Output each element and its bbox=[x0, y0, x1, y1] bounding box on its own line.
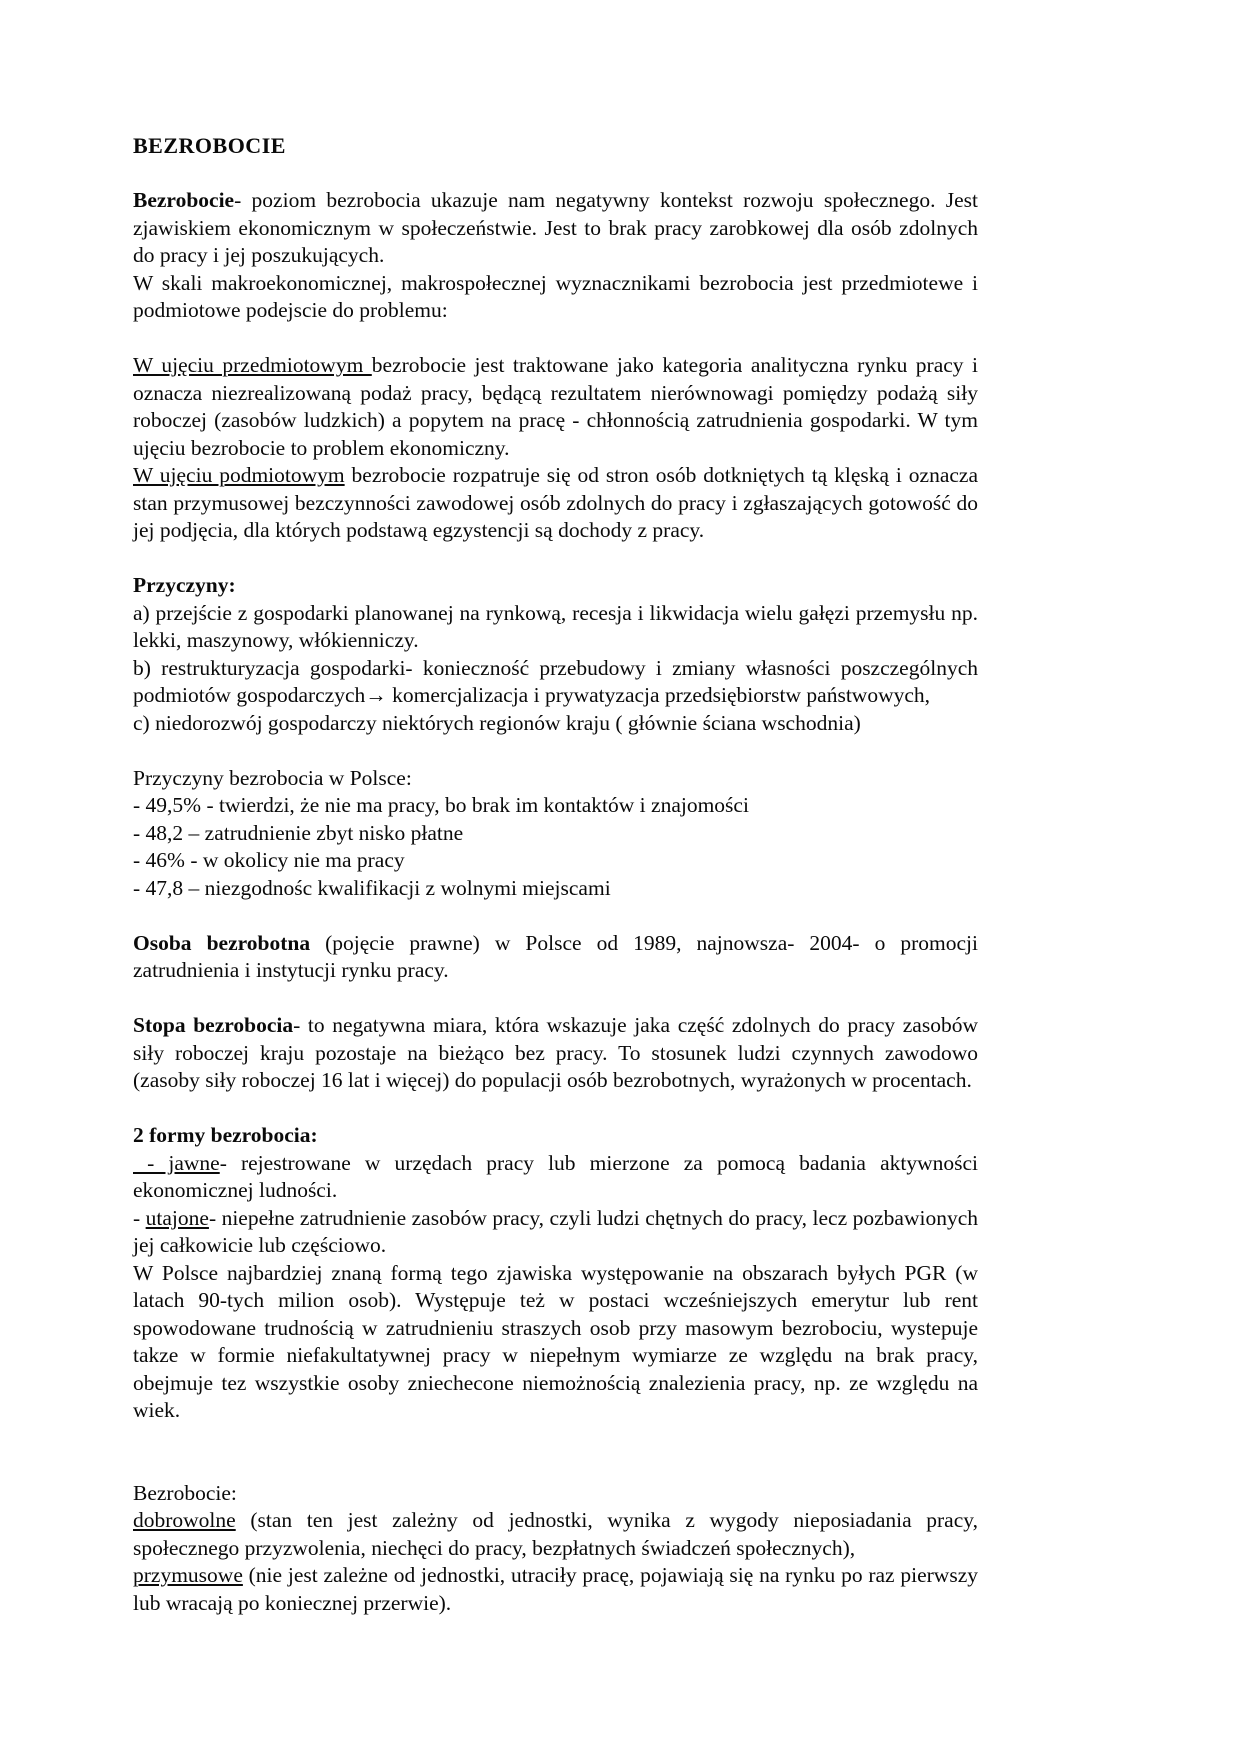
legal-text: (pojęcie prawne) w Polsce od 1989, najnowsza- 2004- o promocji zatrudnienia i instytucji rynku pracy. bbox=[133, 930, 979, 982]
utajone-text: - niepełne zatrudnienie zasobów pracy, czyli ludzi chętnych do pracy, lecz pozbawionych jej całkowicie lub częściowo. bbox=[133, 1205, 978, 1257]
jawne-lead-underline: - jawne bbox=[133, 1150, 220, 1175]
poland-causes-item: - 47,8 – niezgodnośc kwalifikacji z wolnymi miejscami bbox=[133, 875, 611, 900]
paragraph-scale bbox=[133, 270, 978, 325]
paragraph-forms-jawne bbox=[133, 1150, 978, 1205]
poland-causes-item: - 49,5% - twierdzi, że nie ma pracy, bo brak im kontaktów i znajomości bbox=[133, 793, 749, 817]
intro-lead-bold: Bezrobocie bbox=[133, 188, 235, 212]
forms-poland-text: W Polsce najbardziej znaną formą tego zjawiska występowanie na obszarach byłych PGR (w latach 90-tych milion osob). Występuje też w postaci wcześniejszych emerytur lub rent spowodowane trudnością w zatrudnieniu straszych osob przy masowym bezrobociu, wystepuje takze w formie niefakultatywnej pracy w niepełnym wymiarze ze względu na brak pracy, obejmuje tez wszystkie osoby zniechecone niemożnością znalezienia pracy, np. ze względu na wiek. bbox=[133, 1260, 978, 1422]
intro-text: - poziom bezrobocia ukazuje nam negatywny kontekst rozwoju społecznego. Jest zjawiskiem ekonomicznym w społeczeństwie. Jest to brak pracy zarobkowej dla osób zdolnych do pracy i jej poszukujących. bbox=[133, 188, 978, 267]
paragraph-objective bbox=[133, 352, 978, 462]
objective-text: bezrobocie jest traktowane jako kategoria analityczna rynku pracy i oznacza niezrealizowaną podaż pracy, będącą rezultatem nierównowagi pomiędzy podażą siły roboczej (zasobów ludzkich) a popytem na pracę - chłonnością zatrudnienia gospodarki. W tym ujęciu bezrobocie to problem ekonomiczny. bbox=[133, 353, 978, 460]
forms-heading: 2 formy bezrobocia: bbox=[133, 1123, 318, 1147]
paragraph-unemployment-rate bbox=[133, 1012, 978, 1095]
page-title: BEZROBOCIE bbox=[133, 133, 286, 158]
paragraph-forms-poland bbox=[133, 1260, 978, 1425]
scale-text: W skali makroekonomicznej, makrospołecznej wyznacznikami bezrobocia jest przedmiotewe i podmiotowe podejscie do problemu: bbox=[133, 270, 978, 322]
poland-causes-heading: Przyczyny bezrobocia w Polsce: bbox=[133, 765, 412, 790]
subjective-text: bezrobocie rozpatruje się od stron osób dotkniętych tą klęską i oznacza stan przymusowej bezczynności zawodowej osób zdolnych do pracy i zgłaszających gotowość do jej podjęcia, dla których podstawą egzystencji są dochody z pracy. bbox=[133, 463, 978, 542]
poland-causes-item: - 48,2 – zatrudnienie zbyt nisko płatne bbox=[133, 820, 464, 845]
subjective-lead-underline: W ujęciu podmiotowym bbox=[133, 463, 345, 487]
paragraph-forms-utajone bbox=[133, 1205, 978, 1260]
utajone-lead-underline: utajone bbox=[145, 1205, 209, 1230]
causes-heading: Przyczyny: bbox=[133, 573, 236, 597]
objective-lead-underline: W ujęciu przedmiotowym bbox=[133, 353, 372, 377]
types-heading: Bezrobocie: bbox=[133, 1480, 237, 1505]
jawne-text: - rejestrowane w urzędach pracy lub mierzone za pomocą badania aktywności ekonomicznej ludności. bbox=[133, 1150, 978, 1202]
paragraph-types-przymusowe bbox=[133, 1562, 978, 1617]
paragraph-subjective bbox=[133, 462, 978, 545]
paragraph-legal-definition bbox=[133, 930, 978, 985]
poland-causes-item: - 46% - w okolicy nie ma pracy bbox=[133, 848, 405, 872]
causes-item-b: b) restrukturyzacja gospodarki- konieczność przebudowy i zmiany własności poszczególnych podmiotów gospodarczych→ komercjalizacja i prywatyzacja przedsiębiorstw państwowych, bbox=[133, 655, 978, 707]
przymusowe-lead-underline: przymusowe bbox=[133, 1563, 243, 1587]
paragraph-intro bbox=[133, 187, 978, 270]
rate-text: - to negatywna miara, która wskazuje jaka część zdolnych do pracy zasobów siły roboczej kraju pozostaje na bieżąco bez pracy. To stosunek ludzi czynnych zawodowo (zasoby siły roboczej 16 lat i więcej) do populacji osób bezrobotnych, wyrażonych w procentach. bbox=[133, 1013, 978, 1092]
paragraph-types-dobrowolne bbox=[133, 1507, 978, 1562]
causes-item-a: a) przejście z gospodarki planowanej na rynkową, recesja i likwidacja wielu gałęzi przemysłu np. lekki, maszynowy, włókienniczy. bbox=[133, 600, 978, 652]
rate-lead-bold: Stopa bezrobocia bbox=[133, 1013, 294, 1037]
przymusowe-text: (nie jest zależne od jednostki, utraciły pracę, pojawiają się na rynku po raz pierwszy lub wracają po koniecznej przerwie). bbox=[133, 1563, 978, 1615]
utajone-prefix: - bbox=[133, 1205, 146, 1230]
legal-lead-bold: Osoba bezrobotna bbox=[133, 930, 311, 955]
dobrowolne-lead-underline: dobrowolne bbox=[133, 1508, 236, 1532]
dobrowolne-text: (stan ten jest zależny od jednostki, wynika z wygody nieposiadania pracy, społecznego przyzwolenia, niechęci do pracy, bezpłatnych świadczeń społecznych), bbox=[133, 1508, 978, 1560]
causes-item-c: c) niedorozwój gospodarczy niektórych regionów kraju ( głównie ściana wschodnia) bbox=[133, 710, 861, 735]
